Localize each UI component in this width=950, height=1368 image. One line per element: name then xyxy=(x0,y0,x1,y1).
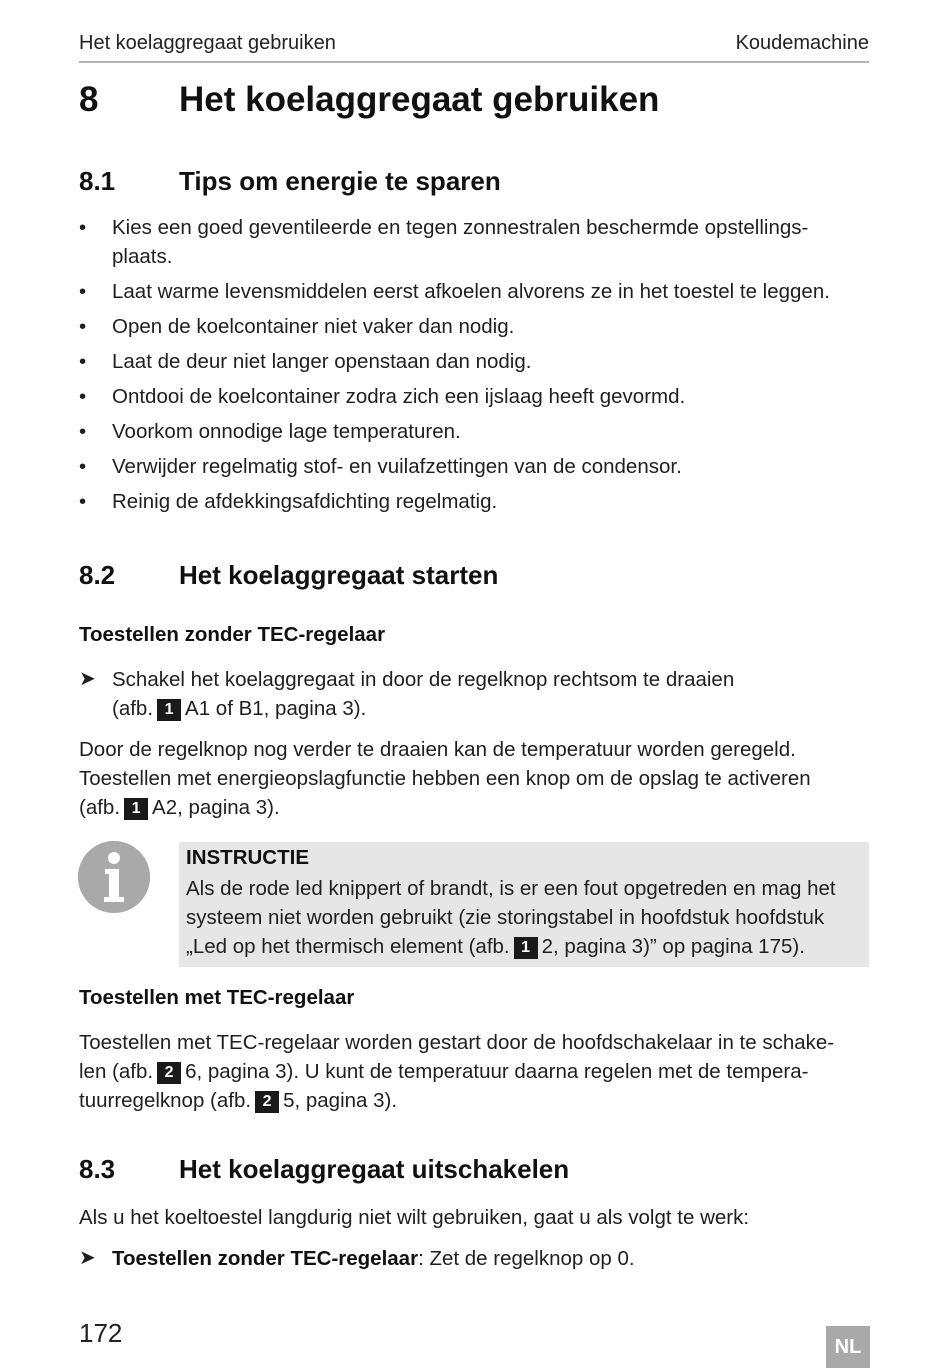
bullet-icon: • xyxy=(79,350,87,373)
header-divider xyxy=(79,61,869,63)
bullet-icon: • xyxy=(79,455,87,478)
info-icon xyxy=(78,841,150,913)
language-badge: NL xyxy=(826,1326,870,1368)
subheading-with-tec: Toestellen met TEC-regelaar xyxy=(79,986,355,1009)
bullet-icon: • xyxy=(79,385,87,408)
note-title: INSTRUCTIE xyxy=(186,846,309,869)
paragraph: Als u het koeltoestel langdurig niet wilt gebruiken, gaat u als volgt te werk: xyxy=(79,1206,750,1229)
list-item: • Verwijder regelmatig stof- en vuilafzettingen van de condensor. xyxy=(79,452,869,481)
list-item: • Kies een goed geventileerde en tegen zonnestralen beschermde opstellings- plaats. xyxy=(79,213,869,271)
paragraph: Door de regelknop nog verder te draaien kan de temperatuur worden geregeld. Toestellen met energieopslagfunctie hebben een knop om de opslag te activeren (afb. 1 A2, pagina 3). xyxy=(79,738,811,819)
arrow-icon: ➤ xyxy=(79,1247,96,1269)
paragraph: Toestellen met TEC-regelaar worden gestart door de hoofdschakelaar in te schake- len (afb. 2 6, pagina 3). U kunt de temperatuur daarna regelen met de tempera- tuurregelknop (afb. 2 5, pagina 3). xyxy=(79,1031,835,1112)
figure-ref-badge: 2 xyxy=(255,1091,279,1113)
chapter-title: Het koelaggregaat gebruiken xyxy=(179,80,660,119)
bullet-icon: • xyxy=(79,420,87,443)
running-header-title: Het koelaggregaat gebruiken xyxy=(79,32,336,54)
figure-ref-badge: 2 xyxy=(157,1062,181,1084)
chapter-number: 8 xyxy=(79,80,99,119)
bullet-icon: • xyxy=(79,315,87,338)
subheading-without-tec: Toestellen zonder TEC-regelaar xyxy=(79,623,386,646)
section-title: Het koelaggregaat starten xyxy=(179,560,499,590)
list-item: • Ontdooi de koelcontainer zodra zich een ijslaag heeft gevormd. xyxy=(79,382,869,411)
section-number: 8.2 xyxy=(79,560,116,590)
note-text: Als de rode led knippert of brandt, is er een fout opgetreden en mag het systeem niet worden gebruikt (zie storingstabel in hoofdstuk hoofdstuk „Led op het thermisch element (afb. 1 2, pagina 3)” op pagina 175). xyxy=(186,877,836,958)
figure-ref-badge: 1 xyxy=(514,937,538,959)
list-item: • Open de koelcontainer niet vaker dan nodig. xyxy=(79,312,869,341)
figure-ref-badge: 1 xyxy=(157,699,181,721)
section-number: 8.1 xyxy=(79,166,116,196)
bullet-icon: • xyxy=(79,490,87,513)
arrow-icon: ➤ xyxy=(79,668,96,690)
section-title: Het koelaggregaat uitschakelen xyxy=(179,1154,570,1184)
section-number: 8.3 xyxy=(79,1154,116,1184)
running-header-product: Koudemachine xyxy=(735,32,869,54)
list-item: • Reinig de afdekkingsafdichting regelmatig. xyxy=(79,487,869,516)
list-item: • Laat warme levensmiddelen eerst afkoelen alvorens ze in het toestel te leggen. xyxy=(79,277,869,306)
instruction-step: ➤ Toestellen zonder TEC-regelaar: Zet de regelknop op 0. xyxy=(79,1244,869,1273)
bullet-icon: • xyxy=(79,216,87,239)
instruction-step: ➤ Schakel het koelaggregaat in door de regelknop rechtsom te draaien (afb. 1 A1 of B1, pagina 3). xyxy=(79,665,869,723)
figure-ref-badge: 1 xyxy=(124,798,148,820)
page-number: 172 xyxy=(79,1318,123,1348)
bullet-icon: • xyxy=(79,280,87,303)
list-item: • Voorkom onnodige lage temperaturen. xyxy=(79,417,869,446)
section-title: Tips om energie te sparen xyxy=(179,166,501,196)
energy-tips-list xyxy=(79,213,869,522)
list-item: • Laat de deur niet langer openstaan dan nodig. xyxy=(79,347,869,376)
